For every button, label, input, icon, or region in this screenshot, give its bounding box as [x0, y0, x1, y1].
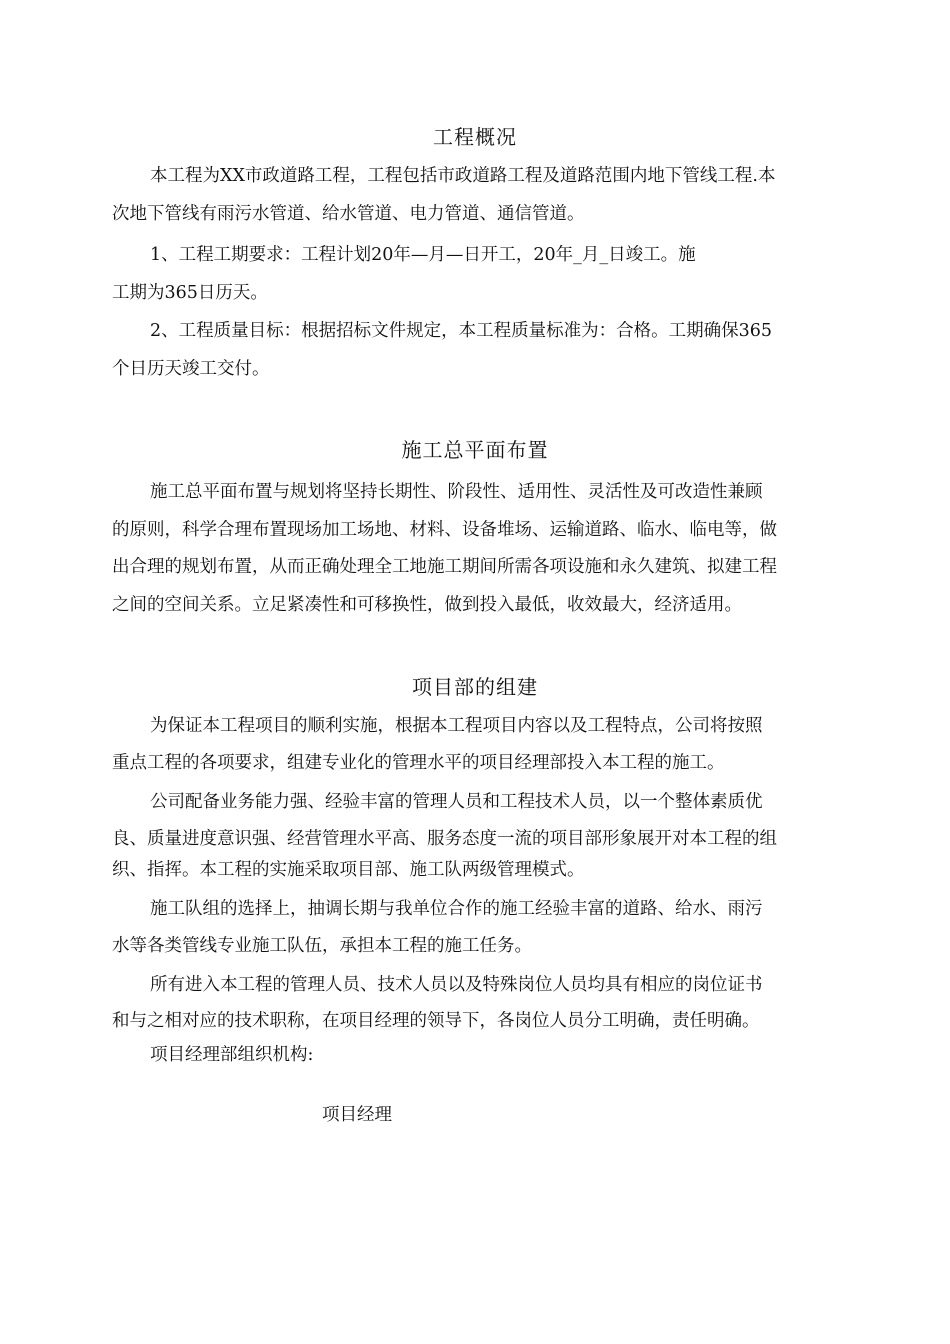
org-chart-project-manager-label: 项目经理: [322, 1105, 392, 1125]
section-title-project-team: 项目部的组建: [412, 675, 538, 699]
paragraph-line: 水等各类管线专业施工队伍，承担本工程的施工任务。: [112, 936, 532, 956]
paragraph-line: 所有进入本工程的管理人员、技术人员以及特殊岗位人员均具有相应的岗位证书: [150, 975, 763, 995]
paragraph-line: 公司配备业务能力强、经验丰富的管理人员和工程技术人员，以一个整体素质优: [150, 792, 763, 812]
paragraph-line: 之间的空间关系。立足紧凑性和可移换性，做到投入最低，收效最大，经济适用。: [112, 595, 742, 615]
paragraph-line: 个日历天竣工交付。: [112, 359, 270, 379]
paragraph-line: 出合理的规划布置，从而正确处理全工地施工期间所需各项设施和永久建筑、拟建工程: [112, 557, 777, 577]
paragraph-line: 的原则，科学合理布置现场加工场地、材料、设备堆场、运输道路、临水、临电等，做: [112, 520, 777, 540]
section-title-site-layout: 施工总平面布置: [401, 438, 549, 462]
paragraph-line: 工期为365日历天。: [112, 283, 268, 303]
paragraph-line: 施工队组的选择上，抽调长期与我单位合作的施工经验丰富的道路、给水、雨污: [150, 899, 763, 919]
paragraph-line: 本工程为XX市政道路工程，工程包括市政道路工程及道路范围内地下管线工程.本: [150, 166, 776, 186]
section-title-project-overview: 工程概况: [433, 125, 517, 149]
paragraph-line: 重点工程的各项要求，组建专业化的管理水平的项目经理部投入本工程的施工。: [112, 753, 725, 773]
paragraph-line: 为保证本工程项目的顺利实施，根据本工程项目内容以及工程特点，公司将按照: [150, 716, 763, 736]
paragraph-line: 项目经理部组织机构:: [150, 1045, 314, 1065]
paragraph-line: 1、工程工期要求：工程计划20年—月—日开工，20年_月_日竣工。施: [150, 245, 696, 265]
paragraph-line: 织、指挥。本工程的实施采取项目部、施工队两级管理模式。: [112, 860, 585, 880]
paragraph-line: 良、质量进度意识强、经营管理水平高、服务态度一流的项目部形象展开对本工程的组: [112, 829, 777, 849]
paragraph-line: 2、工程质量目标：根据招标文件规定，本工程质量标准为：合格。工期确保365: [150, 321, 773, 341]
paragraph-line: 次地下管线有雨污水管道、给水管道、电力管道、通信管道。: [112, 204, 585, 224]
paragraph-line: 和与之相对应的技术职称，在项目经理的领导下，各岗位人员分工明确，责任明确。: [112, 1011, 760, 1031]
paragraph-line: 施工总平面布置与规划将坚持长期性、阶段性、适用性、灵活性及可改造性兼顾: [150, 482, 763, 502]
